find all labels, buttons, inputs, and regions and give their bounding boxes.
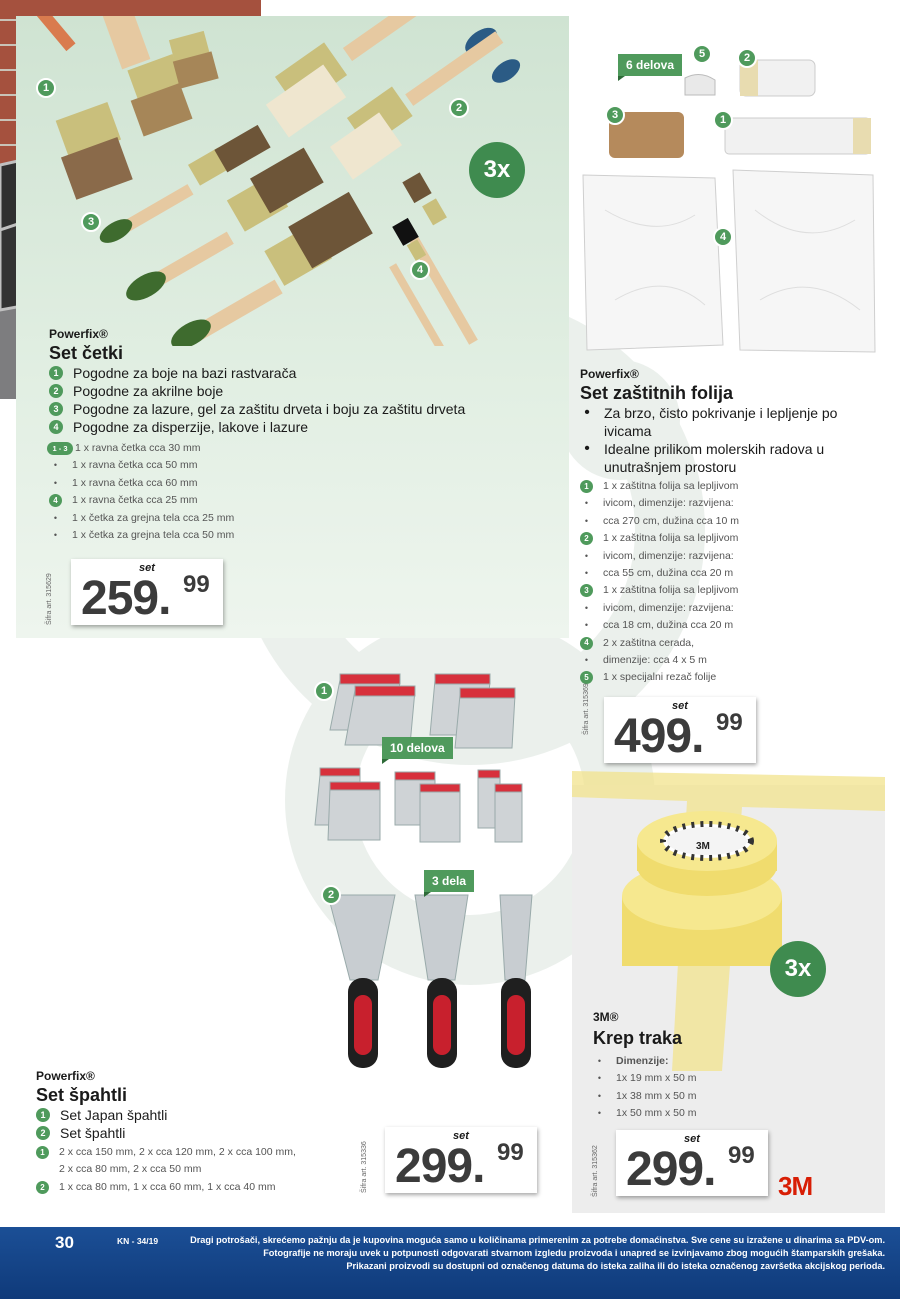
foil-marker-4: 4 — [713, 227, 733, 247]
spec-marker: • — [53, 530, 58, 541]
spec-item — [580, 617, 880, 634]
spec-text: 1 x specijalni rezač folije — [603, 671, 717, 684]
spec-text: 1x 19 mm x 50 m — [616, 1072, 697, 1085]
spatula-title: Set špahtli — [36, 1085, 128, 1105]
feature-text: Pogodne za lazure, gel za zaštitu drveta i boju za zaštitu drveta — [73, 401, 466, 417]
spec-item — [593, 1088, 793, 1105]
spec-text: 1 x ravna četka cca 60 mm — [72, 476, 198, 489]
spec-item — [580, 635, 880, 652]
spec-text: 2 x zaštitna cerada, — [603, 636, 695, 649]
brush-info — [49, 327, 549, 544]
spec-marker: • — [584, 655, 589, 666]
brush-price-main: 259. — [81, 572, 171, 625]
tape-price-main: 299. — [626, 1143, 716, 1196]
spec-text: 1 x četka za grejna tela cca 50 mm — [72, 529, 235, 542]
spec-item — [49, 492, 549, 509]
spec-item — [580, 582, 880, 599]
feature-text: Pogodne za boje na bazi rastvarača — [73, 365, 297, 381]
spatula-price-box — [385, 1127, 537, 1193]
spec-text: 1x 50 mm x 50 m — [616, 1107, 697, 1120]
spec-text: 1 x cca 80 mm, 1 x cca 60 mm, 1 x cca 40 mm — [59, 1180, 276, 1193]
feature-number-badge: 1 — [49, 366, 63, 380]
spec-item — [580, 652, 880, 669]
foil-marker-5: 5 — [692, 44, 712, 64]
spec-text: 2 x cca 80 mm, 2 x cca 50 mm — [59, 1163, 202, 1176]
feature-item — [49, 364, 549, 382]
brush-brand: Powerfix® — [49, 327, 108, 341]
spec-text: cca 270 cm, dužina cca 10 m — [603, 514, 739, 527]
spec-item — [580, 669, 880, 686]
foil-article-number: Šifra art. 315369 — [583, 683, 590, 735]
foil-marker-2: 2 — [737, 48, 757, 68]
tape-price-unit: set — [684, 1133, 700, 1145]
spec-item — [580, 530, 880, 547]
spec-text: 1 x ravna četka cca 50 mm — [72, 459, 198, 472]
spec-item — [580, 600, 880, 617]
foil-price-main: 499. — [614, 710, 704, 763]
spatula-price-main: 299. — [395, 1140, 485, 1193]
brush-title: Set četki — [49, 343, 124, 363]
tape-roll-print: 3M — [696, 841, 710, 852]
feature-item — [49, 418, 549, 436]
spec-item — [36, 1179, 366, 1196]
spec-marker: • — [584, 602, 589, 613]
spec-item — [49, 510, 549, 527]
foil-marker-1: 1 — [713, 110, 733, 130]
spec-marker: 1 - 3 — [47, 442, 73, 455]
bullet-text: Idealne prilikom molerskih radova u unutrašnjem prostoru — [604, 441, 825, 475]
disclaimer-line-1: Dragi potrošači, skrećemo pažnju da je kupovina moguća samo u količinama primerenim za potrebe domaćinstva. Sve cene su izražene u dinarima sa PDV-om. — [190, 1235, 885, 1245]
spec-text: cca 18 cm, dužina cca 20 m — [603, 619, 734, 632]
spec-item — [49, 457, 549, 474]
foil-price-cents: 99 — [716, 709, 743, 736]
feature-number-badge: 2 — [49, 384, 63, 398]
bullet-item — [580, 404, 880, 440]
spec-text: 1 x ravna četka cca 30 mm — [75, 442, 201, 454]
brush-marker-3: 3 — [81, 212, 101, 232]
spec-marker: • — [584, 568, 589, 579]
spec-item — [580, 565, 880, 582]
feature-text: Pogodne za disperzije, lakove i lazure — [73, 419, 309, 435]
foil-brand: Powerfix® — [580, 367, 639, 381]
spec-text: ivicom, dimenzije: razvijena: — [603, 601, 734, 614]
spec-marker: • — [597, 1073, 602, 1084]
feature-item — [49, 382, 549, 400]
brush-marker-1: 1 — [36, 78, 56, 98]
brush-price-unit: set — [139, 562, 155, 574]
tape-spec-list — [593, 1053, 793, 1123]
bullet-item — [580, 440, 880, 476]
feature-number-badge: 1 — [36, 1108, 50, 1122]
tape-3m-logo: 3M — [778, 1171, 813, 1201]
feature-item — [36, 1106, 366, 1124]
spec-marker: 4 — [580, 637, 593, 650]
spec-text: dimenzije: cca 4 x 5 m — [603, 654, 707, 667]
feature-number-badge: 2 — [36, 1126, 50, 1140]
spatula-info — [36, 1069, 366, 1196]
spec-marker: • — [53, 460, 58, 471]
spec-text: ivicom, dimenzije: razvijena: — [603, 497, 734, 510]
spec-item — [36, 1144, 366, 1161]
brush-set-panel — [16, 16, 569, 638]
feature-text: Set Japan špahtli — [60, 1107, 168, 1123]
foil-title: Set zaštitnih folija — [580, 383, 734, 403]
spatula-price-cents: 99 — [497, 1139, 524, 1166]
tape-panel — [572, 785, 885, 1213]
disclaimer-line-2: Fotografije ne moraju uvek u potpunosti odgovarati stvarnom izgledu proizvoda i unapred se izvinjavamo zbog mogućih štamparskih grešaka. — [263, 1248, 885, 1258]
footer-disclaimer — [160, 1234, 885, 1273]
spec-marker: 3 — [580, 584, 593, 597]
spec-item — [593, 1053, 793, 1070]
issue-code: KN - 34/19 — [117, 1236, 159, 1246]
spec-marker: • — [597, 1108, 602, 1119]
brush-price-box — [71, 559, 223, 625]
spec-text: ivicom, dimenzije: razvijena: — [603, 549, 734, 562]
spec-item — [49, 475, 549, 492]
spec-marker: • — [584, 498, 589, 509]
spec-item — [36, 1161, 366, 1178]
brush-marker-2: 2 — [449, 98, 469, 118]
foil-bullet-list — [580, 404, 880, 476]
foil-spec-list — [580, 478, 880, 687]
spec-marker: 5 — [580, 671, 593, 684]
feature-item — [36, 1124, 366, 1142]
spec-text: 1 x ravna četka cca 25 mm — [72, 494, 198, 507]
spec-item — [580, 548, 880, 565]
spec-marker: 4 — [49, 494, 62, 507]
spec-marker: • — [584, 620, 589, 631]
spatula-spec-list — [36, 1144, 366, 1196]
bullet-mark: • — [584, 404, 590, 421]
spec-marker: 2 — [36, 1181, 49, 1194]
feature-text: Pogodne za akrilne boje — [73, 383, 224, 399]
bullet-mark: • — [584, 440, 590, 457]
spec-item — [49, 440, 549, 457]
spec-text: Dimenzije: — [616, 1055, 669, 1067]
spec-item — [580, 478, 880, 495]
foil-info — [580, 367, 880, 687]
page-footer — [0, 1227, 900, 1299]
tape-price-cents: 99 — [728, 1142, 755, 1169]
spec-item — [580, 495, 880, 512]
spatula-feature-list — [36, 1106, 366, 1142]
feature-number-badge: 4 — [49, 420, 63, 434]
spec-text: 1 x zaštitna folija sa lepljivom — [603, 480, 739, 492]
foil-price-unit: set — [672, 700, 688, 712]
spatula-price-unit: set — [453, 1130, 469, 1142]
spatula-brand: Powerfix® — [36, 1069, 95, 1083]
foils-pieces-flag: 6 delova — [618, 54, 682, 76]
page-number: 30 — [55, 1233, 74, 1252]
spatula-marker-1: 1 — [314, 681, 334, 701]
spec-text: 1x 38 mm x 50 m — [616, 1089, 697, 1102]
spec-text: 1 x četka za grejna tela cca 25 mm — [72, 511, 235, 524]
feature-item — [49, 400, 549, 418]
tape-price-box — [616, 1130, 768, 1196]
tape-brand: 3M® — [593, 1010, 619, 1024]
brush-feature-list — [49, 364, 549, 436]
spec-marker: 2 — [580, 532, 593, 545]
spec-marker: • — [584, 550, 589, 561]
spec-marker: 1 — [580, 480, 593, 493]
spec-item — [580, 513, 880, 530]
spec-marker: • — [597, 1056, 602, 1066]
tape-quantity-badge: 3x — [770, 941, 826, 997]
brush-marker-4: 4 — [410, 260, 430, 280]
disclaimer-line-3: Prikazani proizvodi su dostupni od označenog datuma do isteka zaliha ili do isteka označenog završetka akcijskog perioda. — [346, 1261, 885, 1271]
tape-title: Krep traka — [593, 1028, 683, 1048]
spatula-pieces-flag-b: 3 dela — [424, 870, 474, 892]
feature-number-badge: 3 — [49, 402, 63, 416]
spec-item — [593, 1105, 793, 1122]
spec-text: cca 55 cm, dužina cca 20 m — [603, 567, 734, 580]
spec-marker: • — [597, 1090, 602, 1101]
spec-text: 2 x cca 150 mm, 2 x cca 120 mm, 2 x cca 100 mm, — [59, 1146, 296, 1158]
spec-item — [49, 527, 549, 544]
foil-price-box — [604, 697, 756, 763]
spec-marker: 1 — [36, 1146, 49, 1159]
spec-marker: • — [584, 515, 589, 526]
spec-marker: • — [53, 512, 58, 523]
foils-image — [575, 40, 890, 360]
tape-info — [593, 1010, 793, 1123]
spatula-pieces-flag-a: 10 delova — [382, 737, 453, 759]
brush-article-number: Šifra art. 315629 — [46, 573, 53, 625]
spec-marker: • — [53, 477, 58, 488]
brush-price-cents: 99 — [183, 571, 210, 598]
brush-spec-list — [49, 440, 549, 544]
spec-text: 1 x zaštitna folija sa lepljivom — [603, 584, 739, 597]
foil-marker-3: 3 — [605, 105, 625, 125]
feature-text: Set špahtli — [60, 1125, 126, 1141]
spec-item — [593, 1070, 793, 1087]
spatula-article-number: Šifra art. 315336 — [361, 1141, 368, 1193]
tape-article-number: Šifra art. 315362 — [592, 1145, 599, 1197]
brush-quantity-badge: 3x — [469, 142, 525, 198]
spec-text: 1 x zaštitna folija sa lepljivom — [603, 532, 739, 545]
bullet-text: Za brzo, čisto pokrivanje i lepljenje po ivicama — [604, 405, 838, 439]
spatula-marker-2: 2 — [321, 885, 341, 905]
